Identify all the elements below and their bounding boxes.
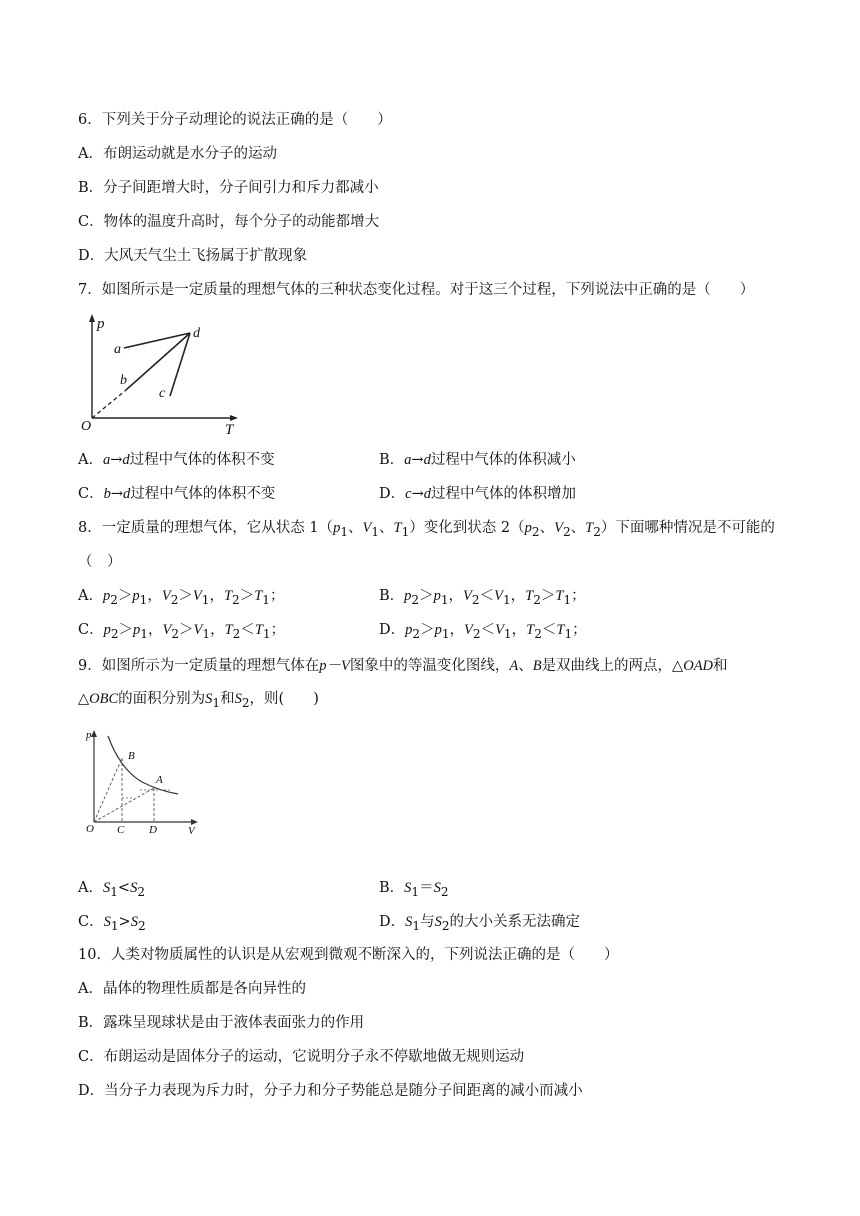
q7-option-c: C．b→d过程中气体的体积不变 [78, 486, 276, 502]
q9-label-d: D [149, 824, 157, 836]
q7-option-d: D．c→d过程中气体的体积增加 [379, 486, 576, 502]
q10-option-b: B．露珠呈现球状是由于液体表面张力的作用 [78, 1015, 365, 1031]
q10-option-c: C．布朗运动是固体分子的运动，它说明分子永不停歇地做无规则运动 [78, 1049, 525, 1065]
q7-pt-graph [80, 312, 250, 437]
q9-stem-line2: △OBC的面积分别为$S_1$和$S_2$，则( ) [78, 691, 319, 710]
q6-option-a: A．布朗运动就是水分子的运动 [78, 146, 277, 162]
q9-origin: O [86, 823, 94, 835]
q7-option-a: A．a→d过程中气体的体积不变 [78, 452, 275, 468]
q9-label-b: B [128, 750, 135, 762]
q7-label-c: c [159, 386, 166, 401]
q9-option-d: D．$S_1$与$S_2$的大小关系无法确定 [379, 914, 581, 933]
q6-stem: 6．下列关于分子动理论的说法正确的是（ ） [78, 112, 392, 128]
q9-option-c: C．$S_1>S_2$ [78, 914, 146, 933]
q7-label-a: a [114, 342, 121, 357]
q9-label-c: C [117, 824, 125, 836]
q7-origin: O [81, 419, 92, 434]
q10-stem: 10．人类对物质属性的认识是从宏观到微观不断深入的，下列说法正确的是（ ） [78, 947, 619, 963]
q9-axis-v: V [188, 825, 195, 837]
q7-option-b: B．a→d过程中气体的体积减小 [379, 452, 576, 468]
q10-option-d: D．当分子力表现为斥力时，分子力和分子势能总是随分子间距离的减小而减小 [78, 1083, 583, 1099]
q9-label-a: A [156, 774, 163, 786]
q9-option-b: B．$S_1=S_2$ [379, 880, 449, 899]
q8-option-a: A．$p_2>p_1$，$V_2>V_1$，$T_2>T_1$； [78, 588, 285, 607]
q7-axis-t: T [225, 422, 234, 438]
q6-option-b: B．分子间距增大时，分子间引力和斥力都减小 [78, 180, 379, 196]
q8-option-b: B．$p_2>p_1$，$V_2<V_1$，$T_2>T_1$； [379, 588, 586, 607]
q9-stem: 9．如图所示为一定质量的理想气体在p－V图象中的等温变化图线，A、B是双曲线上的两点，△OAD和 [78, 658, 728, 674]
q9-option-a: A．$S_1<S_2$ [78, 880, 146, 899]
q9-pv-graph [82, 728, 212, 838]
q7-axis-p: p [97, 316, 105, 332]
q7-stem: 7．如图所示是一定质量的理想气体的三种状态变化过程。对于这三个过程，下列说法中正确的是（ ） [78, 282, 755, 298]
q9-axis-p: p [86, 729, 92, 741]
q8-option-c: C．$p_2>p_1$，$V_2>V_1$，$T_2<T_1$； [78, 622, 286, 641]
q6-option-c: C．物体的温度升高时，每个分子的动能都增大 [78, 214, 380, 230]
q6-option-d: D．大风天气尘土飞扬属于扩散现象 [78, 248, 308, 264]
q8-stem-line2: （ ） [78, 554, 122, 570]
q10-option-a: A．晶体的物理性质都是各向异性的 [78, 981, 306, 997]
q7-label-b: b [120, 373, 127, 388]
q8-stem: 8．一定质量的理想气体，它从状态 $1(p_1$、$V_1$、$T_1$）变化到状态 $2(p_2$、$V_2$、$T_2$）下面哪种情况是不可能的 [78, 520, 775, 539]
q8-option-d: D．$p_2>p_1$，$V_2<V_1$，$T_2<T_1$； [379, 622, 587, 641]
q7-label-d: d [193, 326, 200, 341]
